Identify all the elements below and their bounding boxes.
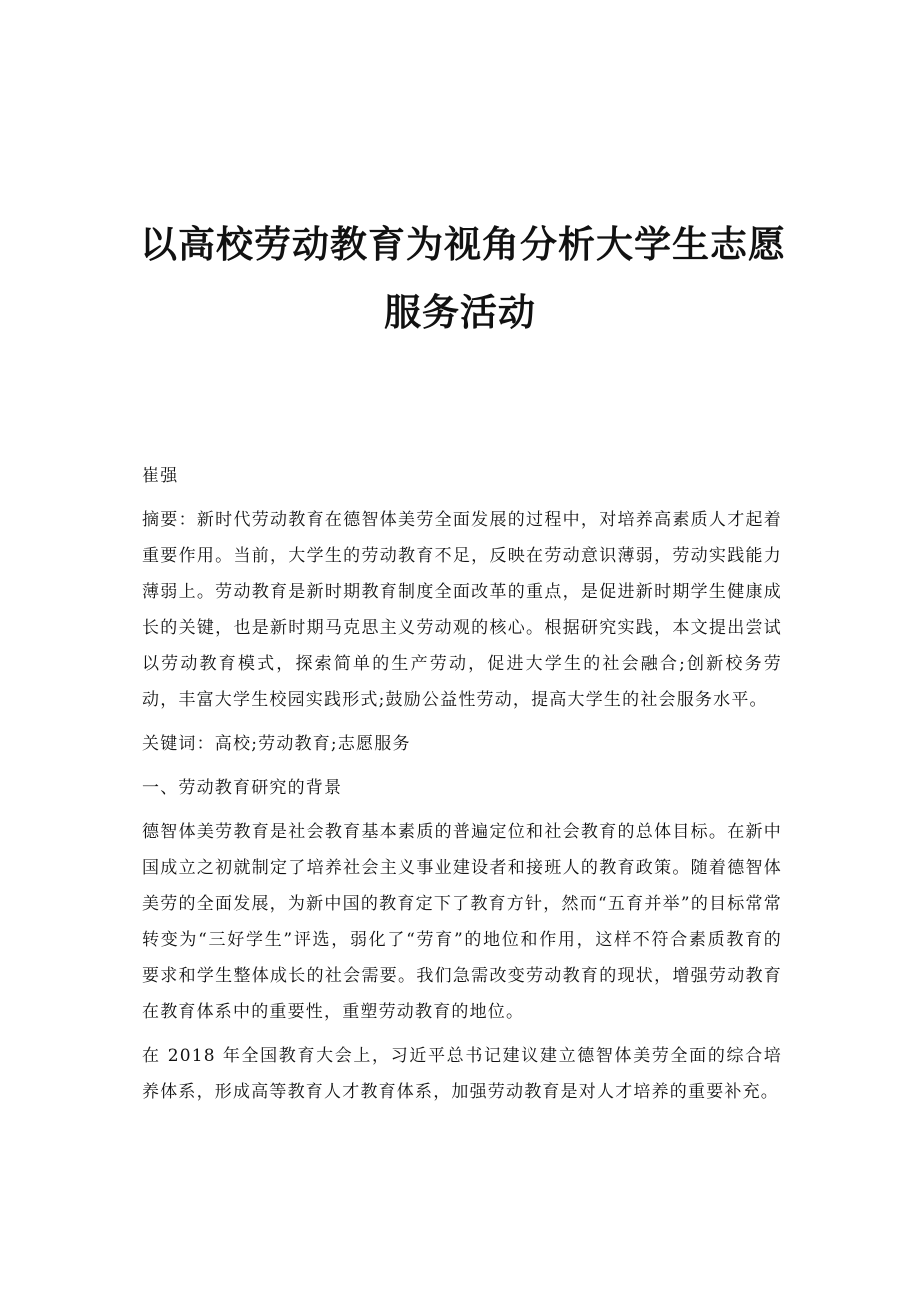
body-paragraph-1: 德智体美劳教育是社会教育基本素质的普遍定位和社会教育的总体目标。在新中国成立之初就制定了培养社会主义事业建设者和接班人的教育政策。随着德智体美劳的全面发展，为新中国的教育定下了教育方针，然而“五育并举”的目标常常转变为“三好学生”评选，弱化了“劳育”的地位和作用，这样不符合素质教育的要求和学生整体成长的社会需要。我们急需改变劳动教育的现状，增强劳动教育在教育体系中的重要性，重塑劳动教育的地位。 <box>142 822 782 1022</box>
document-title <box>140 211 786 347</box>
body-paragraph-2: 在 2018 年全国教育大会上，习近平总书记建议建立德智体美劳全面的综合培养体系，形成高等教育人才教育体系，加强劳动教育是对人才培养的重要补充。 <box>142 1046 782 1102</box>
section-heading: 一、劳动教育研究的背景 <box>142 778 343 798</box>
author-name: 崔强 <box>142 466 179 486</box>
abstract-paragraph: 摘要：新时代劳动教育在德智体美劳全面发展的过程中，对培养高素质人才起着重要作用。当前，大学生的劳动教育不足，反映在劳动意识薄弱，劳动实践能力薄弱上。劳动教育是新时期教育制度全面改革的重点，是促进新时期学生健康成长的关键，也是新时期马克思主义劳动观的核心。根据研究实践，本文提出尝试以劳动教育模式，探索简单的生产劳动，促进大学生的社会融合;创新校务劳动，丰富大学生校园实践形式;鼓励公益性劳动，提高大学生的社会服务水平。 <box>142 510 782 710</box>
document-body <box>142 458 782 1118</box>
keywords-line: 关键词：高校;劳动教育;志愿服务 <box>142 734 411 754</box>
title-line-2: 服务活动 <box>384 290 536 334</box>
title-line-1: 以高校劳动教育为视角分析大学生志愿 <box>140 222 786 266</box>
